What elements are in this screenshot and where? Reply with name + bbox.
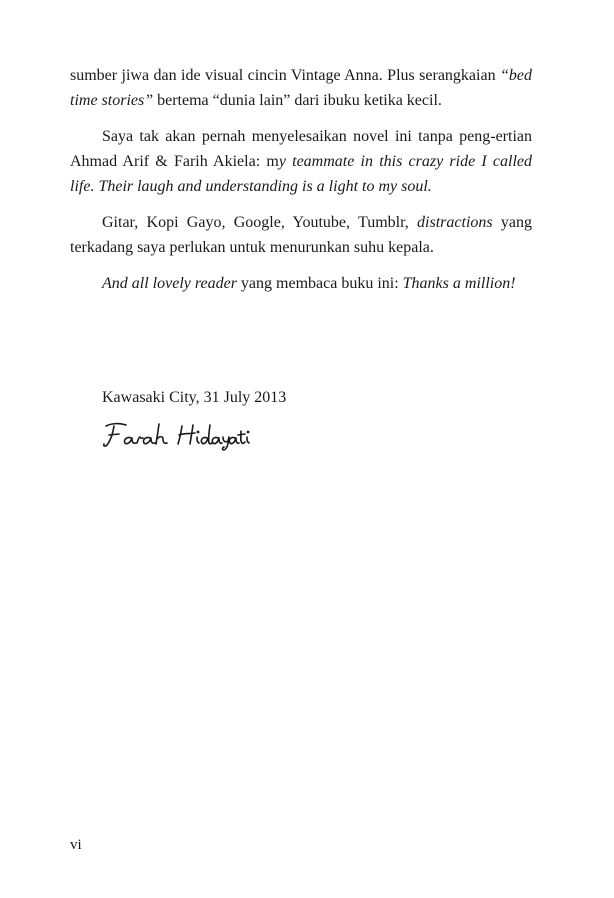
paragraph-2-italic-phrase: y teammate in this crazy ride I called life. Their laugh and understanding is a light to my soul. — [70, 153, 533, 195]
paragraph-3-italic-word: distractions — [417, 214, 493, 231]
paragraph-4-italic-phrase-a: And all lovely reader — [102, 275, 237, 292]
paragraph-4-text-b: yang membaca buku ini: — [236, 275, 403, 292]
paragraph-4-italic-phrase-c: Thanks a million! — [402, 275, 516, 292]
paragraph-3-text-c: yang terkadang saya perlukan untuk menurunkan suhu kepala. — [70, 214, 532, 256]
paragraph-1-italic-phrase: “bed time stories” — [70, 67, 532, 109]
closing-place-date: Kawasaki City, 31 July 2013 — [102, 389, 287, 406]
paragraph-3-text-a: Gitar, Kopi Gayo, Google, Youtube, Tumblr, — [102, 214, 418, 231]
paragraph-1 — [70, 63, 532, 113]
signature-drawing — [100, 418, 250, 452]
paragraph-1-text-a: sumber jiwa dan ide visual cincin Vintage Anna. Plus serangkaian — [70, 67, 500, 84]
body-text — [70, 63, 532, 307]
paragraph-3 — [70, 210, 532, 260]
paragraph-1-text-c: bertema “dunia lain” dari ibuku ketika kecil. — [153, 92, 442, 109]
page-number: vi — [70, 837, 82, 853]
paragraph-2-text-a: Saya tak akan pernah menyelesaikan novel ini tanpa peng-ertian Ahmad Arif & Farih Akiela: m — [70, 128, 532, 170]
handwritten-signature — [100, 418, 250, 452]
paragraph-2 — [70, 124, 532, 199]
paragraph-4 — [70, 271, 532, 296]
